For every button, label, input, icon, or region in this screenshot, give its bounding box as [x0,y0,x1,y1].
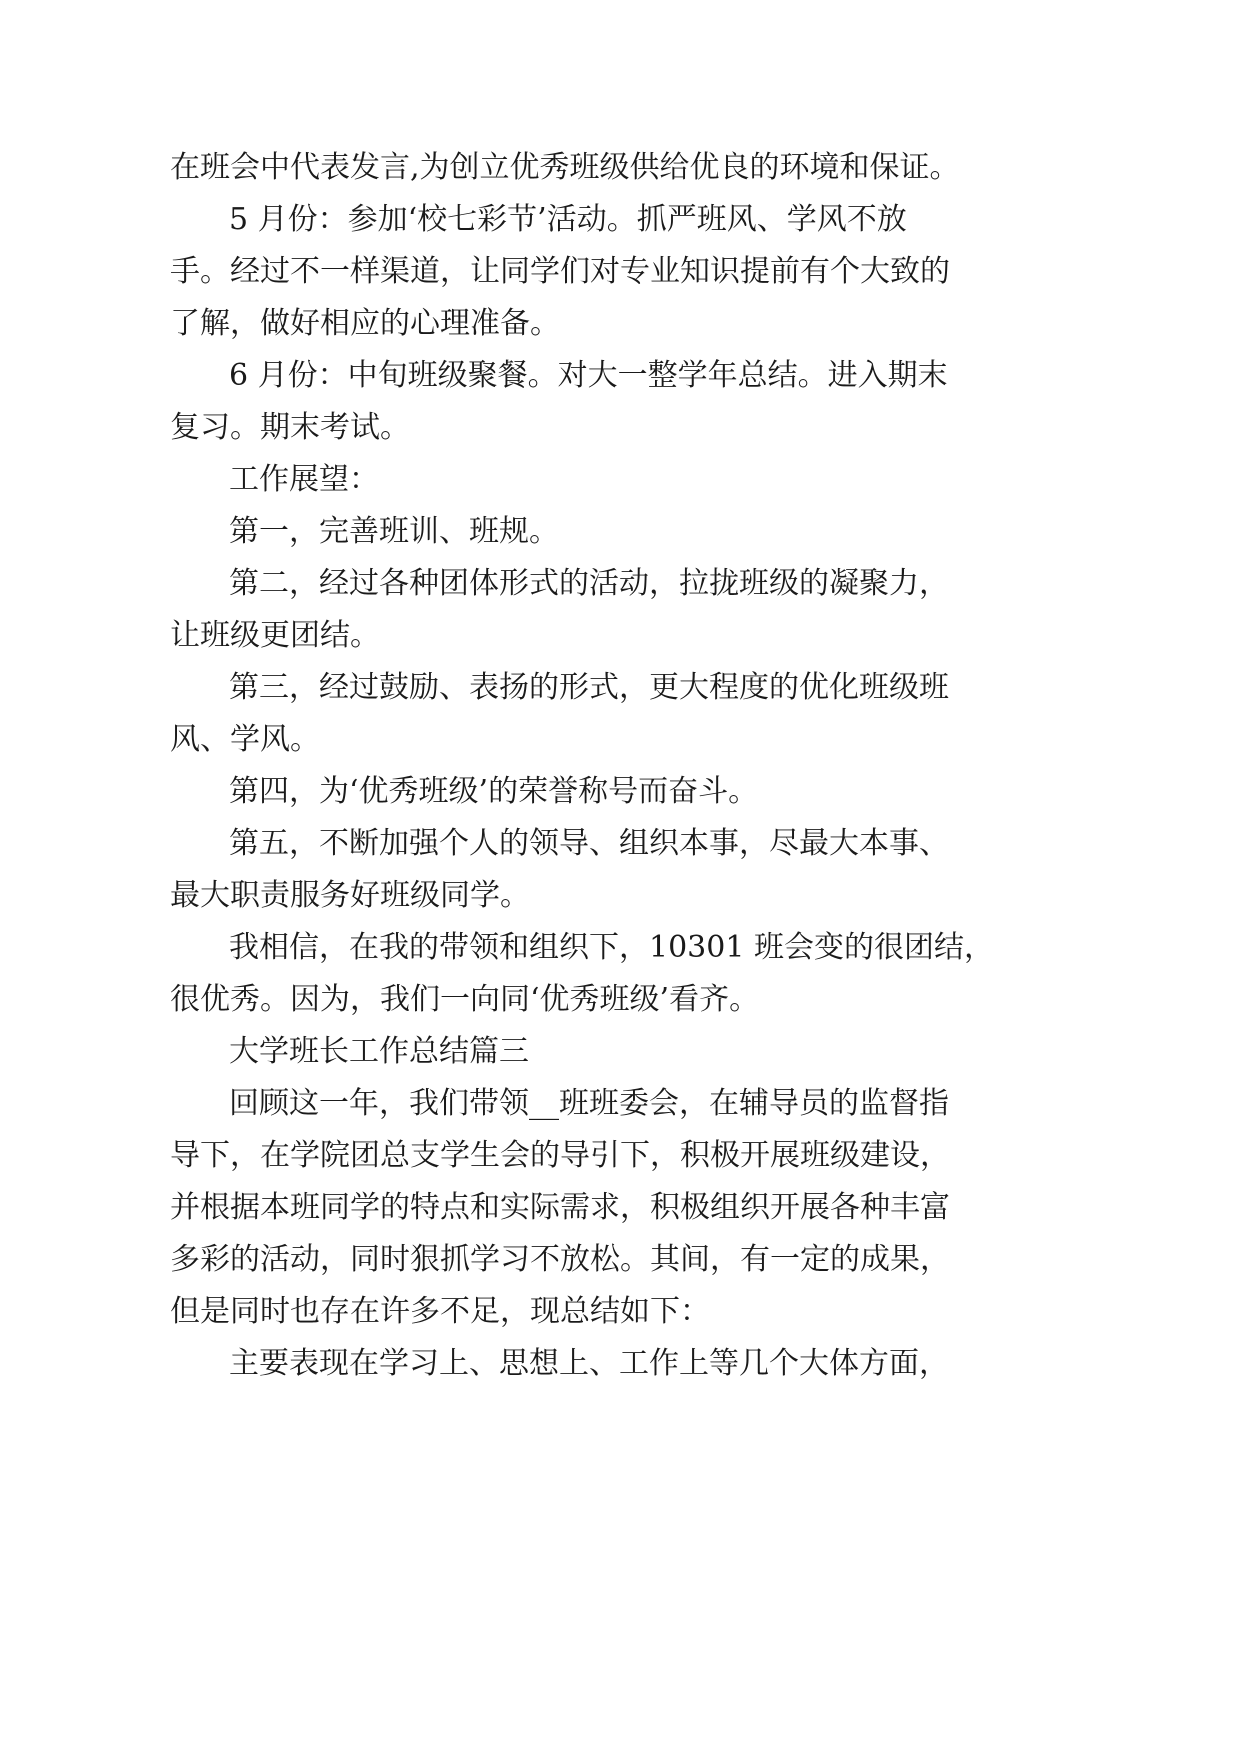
text-line: 但是同时也存在许多不足，现总结如下： [170,1294,710,1329]
text-line: 最大职责服务好班级同学。 [170,878,530,913]
text-line: 导下，在学院团总支学生会的导引下，积极开展班级建设， [170,1138,950,1173]
text-line: 第三，经过鼓励、表扬的形式，更大程度的优化班级班 [229,670,949,705]
text-line: 很优秀。因为，我们一向同‘优秀班级’看齐。 [170,982,760,1017]
text-line: 了解，做好相应的心理准备。 [170,306,560,341]
text-line: 让班级更团结。 [170,618,380,653]
text-line: 多彩的活动，同时狠抓学习不放松。其间，有一定的成果， [170,1242,950,1277]
text-line: 并根据本班同学的特点和实际需求，积极组织开展各种丰富 [170,1190,950,1225]
text-line: 第五，不断加强个人的领导、组织本事，尽最大本事、 [229,826,949,861]
text-line: 第二，经过各种团体形式的活动，拉拢班级的凝聚力， [229,566,949,601]
text-line: 复习。期末考试。 [170,410,410,445]
text-line: 第四，为‘优秀班级’的荣誉称号而奋斗。 [229,774,759,809]
text-line: 在班会中代表发言,为创立优秀班级供给优良的环境和保证。 [170,150,960,185]
text-line: 我相信，在我的带领和组织下，10301 班会变的很团结， [229,930,994,965]
text-line: 主要表现在学习上、思想上、工作上等几个大体方面， [229,1346,949,1381]
section-heading: 工作展望： [229,462,379,497]
text-line: 回顾这一年，我们带领__班班委会，在辅导员的监督指 [229,1086,949,1121]
text-line: 6 月份：中旬班级聚餐。对大一整学年总结。进入期末 [229,358,948,393]
text-line: 第一，完善班训、班规。 [229,514,559,549]
text-line: 5 月份：参加‘校七彩节’活动。抓严班风、学风不放 [229,202,907,237]
text-line: 风、学风。 [170,722,320,757]
section-title: 大学班长工作总结篇三 [229,1034,529,1069]
text-line: 手。经过不一样渠道，让同学们对专业知识提前有个大致的 [170,254,950,289]
